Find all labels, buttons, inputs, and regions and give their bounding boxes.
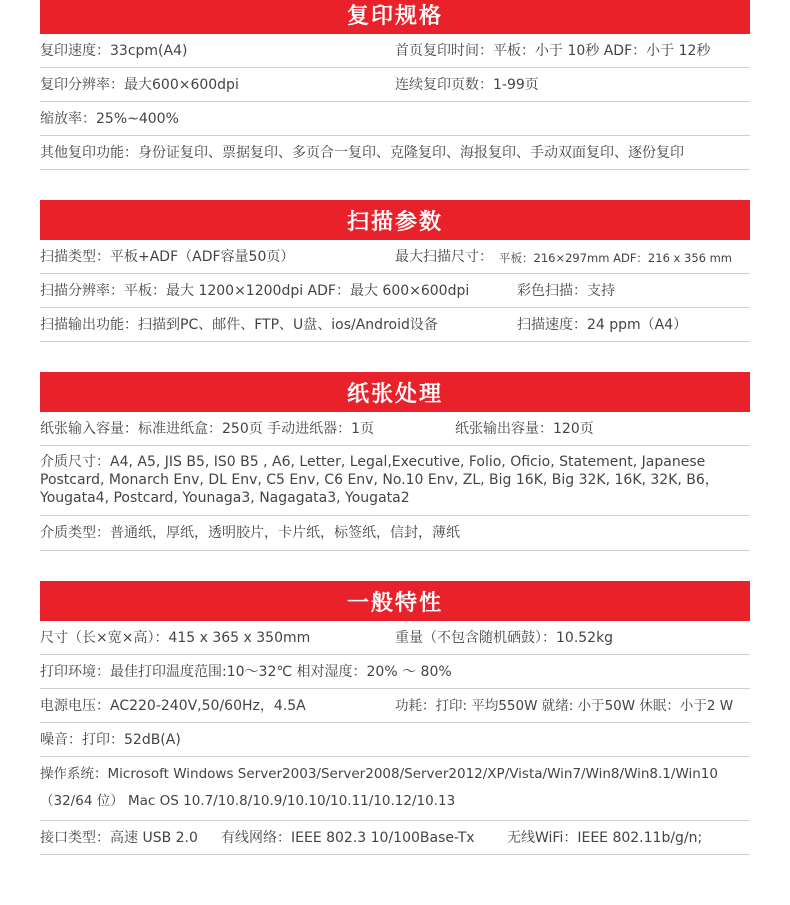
spec-scan-output: 扫描输出功能：扫描到PC、邮件、FTP、U盘、ios/Android设备 [40,317,438,333]
spec-row [40,689,750,723]
spec-other-copy-functions: 其他复印功能：身份证复印、票据复印、多页合一复印、克隆复印、海报复印、手动双面复印、逐份复印 [40,145,684,161]
spec-row [40,723,750,757]
general-features-section [40,581,750,855]
spec-wired-network: 有线网络：IEEE 802.3 10/100Base-Tx [221,830,475,846]
spec-row [40,102,750,136]
spec-environment: 打印环境：最佳打印温度范围:10～32℃ 相对湿度：20% ～ 80% [40,664,452,680]
spec-color-scan: 彩色扫描：支持 [517,283,615,299]
paper-handling-section [40,372,750,551]
spec-input-capacity: 纸张输入容量：标准进纸盒：250页 手动进纸器：1页 [40,421,375,437]
spec-row [40,68,750,102]
spec-power-consumption: 功耗：打印: 平均550W 就绪: 小于50W 休眠：小于2 W [395,698,734,714]
spec-media-sizes: 介质尺寸：A4, A5, JIS B5, IS0 B5 , A6, Letter, Legal,Executive, Folio, Oficio, Statement, Japanese Postcard, Monarch Env, DL Env, C5 Env, C6 Env, No.10 Env, ZL, Big 16K, Big 32K, 16K, 32K, B6， Yougata4, Postcard, Younaga3, Nagagata3, Yougata2 [40,454,719,506]
spec-max-scan-size-value: 平板：216×297mm ADF：216 x 356 mm [499,251,733,265]
spec-interface: 接口类型：高速 USB 2.0 [40,830,198,846]
copy-spec-section [40,0,750,170]
spec-max-scan-size-label: 最大扫描尺寸： [395,249,493,265]
section-title-copy: 复印规格 [40,0,750,34]
spec-dimensions: 尺寸（长×宽×高）：415 x 365 x 350mm [40,630,311,646]
spec-row [40,621,750,655]
spec-copy-speed: 复印速度：33cpm(A4) [40,43,188,59]
spec-first-copy-time: 首页复印时间：平板：小于 10秒 ADF：小于 12秒 [395,43,711,59]
spec-noise: 噪音：打印：52dB(A) [40,732,181,748]
spec-output-capacity: 纸张输出容量：120页 [455,421,594,437]
spec-row [40,516,750,551]
section-title-paper: 纸张处理 [40,372,750,412]
spec-scan-resolution: 扫描分辨率：平板：最大 1200×1200dpi ADF：最大 600×600dpi [40,283,470,299]
spec-continuous-copy: 连续复印页数：1-99页 [395,77,539,93]
scan-spec-section [40,200,750,342]
spec-operating-systems: 操作系统：Microsoft Windows Server2003/Server2008/Server2012/XP/Vista/Win7/Win8/Win8.1/Win10（32/64 位） Mac OS 10.7/10.8/10.9/10.10/10.11/10.12/10.13 [40,766,718,809]
spec-weight: 重量（不包含随机硒鼓）：10.52kg [395,630,614,646]
section-title-scan: 扫描参数 [40,200,750,240]
spec-row [40,446,750,516]
spec-row [40,34,750,68]
spec-scan-type: 扫描类型：平板+ADF（ADF容量50页） [40,249,295,265]
spec-row [40,757,750,821]
spec-zoom: 缩放率：25%~400% [40,111,179,127]
section-title-general: 一般特性 [40,581,750,621]
spec-wifi: 无线WiFi：IEEE 802.11b/g/n; [507,830,703,846]
spec-scan-speed: 扫描速度：24 ppm（A4） [517,317,688,333]
spec-row [40,821,750,855]
spec-copy-resolution: 复印分辨率：最大600×600dpi [40,77,239,93]
spec-media-types: 介质类型：普通纸，厚纸，透明胶片，卡片纸，标签纸，信封，薄纸 [40,525,460,541]
spec-row [40,240,750,274]
spec-row [40,308,750,342]
spec-row [40,274,750,308]
spec-row [40,655,750,689]
spec-row [40,136,750,170]
spec-power-supply: 电源电压：AC220-240V,50/60Hz，4.5A [40,698,306,714]
spec-row [40,412,750,446]
